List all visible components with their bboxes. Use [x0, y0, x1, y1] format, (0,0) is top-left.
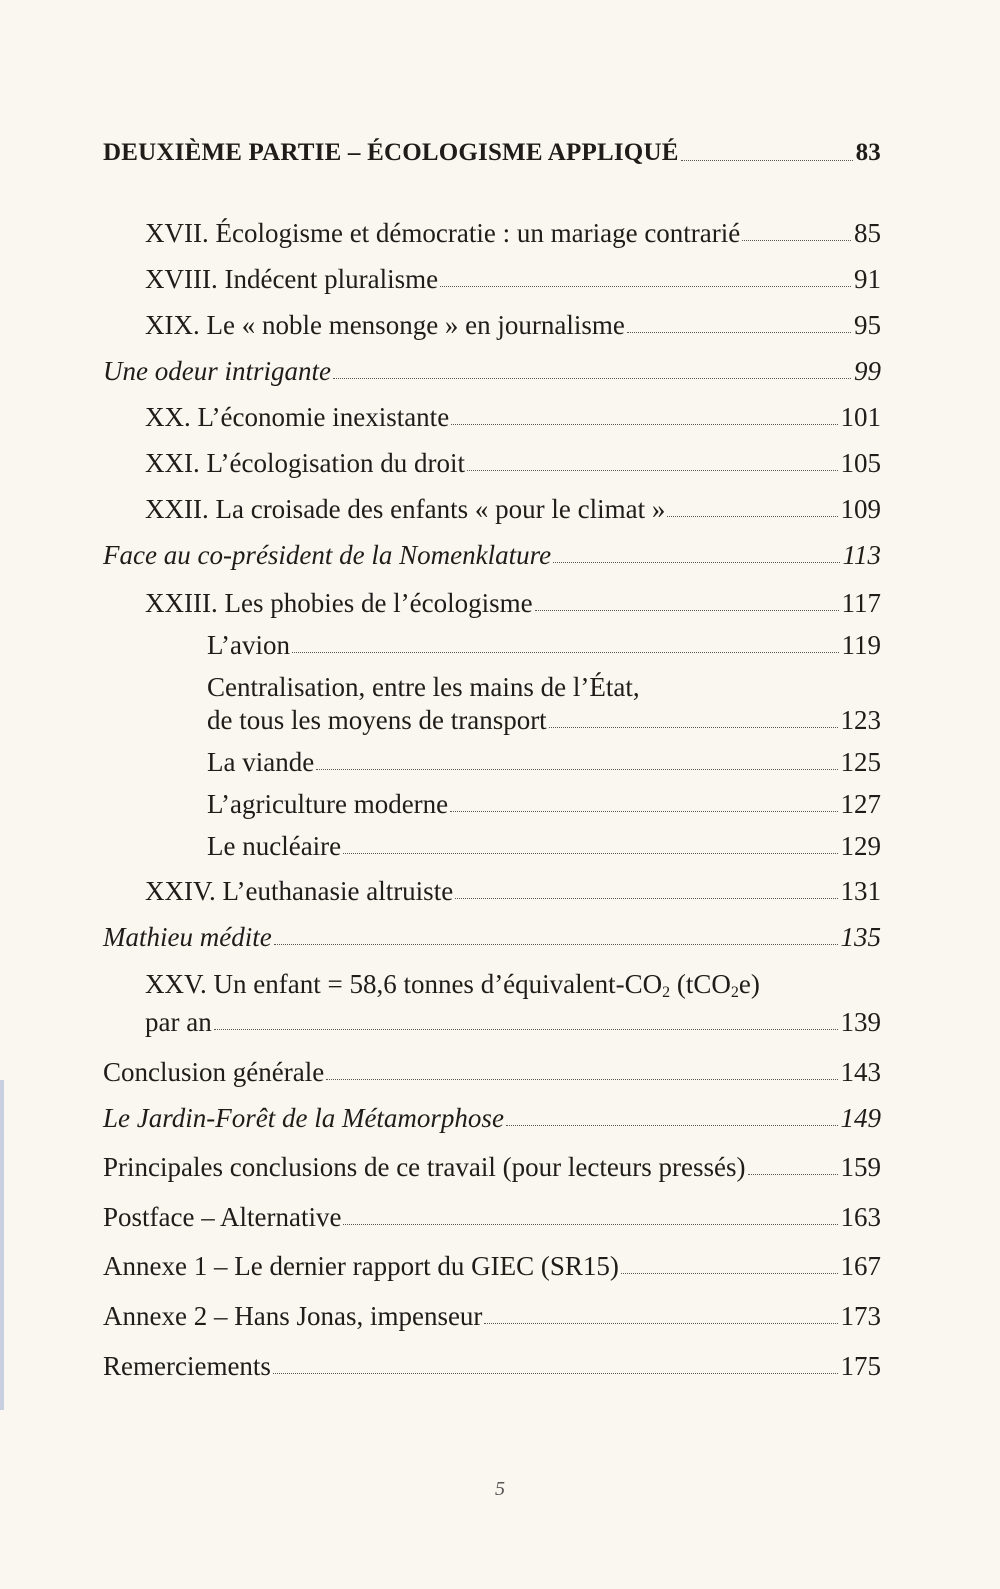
toc-entry-annexe-1[interactable]: [103, 1251, 881, 1281]
toc-subentry-avion[interactable]: [207, 630, 881, 660]
toc-entry-title: Annexe 1 – Le dernier rapport du GIEC (SR15): [103, 1251, 619, 1281]
toc-entry-chapter-22[interactable]: [145, 494, 881, 524]
toc-entry-chapter-20[interactable]: [145, 402, 881, 432]
toc-entry-title: Mathieu médite: [103, 922, 272, 952]
toc-entry-title: de tous les moyens de transport: [207, 705, 547, 735]
toc-entry-title: La viande: [207, 747, 315, 777]
toc-page-number: 167: [840, 1251, 881, 1281]
toc-page-number: 113: [842, 540, 881, 570]
toc-page-number: 109: [840, 494, 881, 524]
toc-entry-chapter-23[interactable]: [145, 588, 881, 618]
toc-leader-dots: [748, 1172, 838, 1175]
toc-page-number: 131: [840, 876, 881, 906]
toc-entry-interlude-3[interactable]: [103, 922, 881, 952]
toc-leader-dots: [455, 896, 837, 899]
toc-entry-title: Une odeur intrigante: [103, 356, 331, 386]
toc-leader-dots: [681, 158, 853, 161]
toc-page-number: 99: [854, 356, 881, 386]
toc-page-number: 143: [840, 1057, 881, 1087]
toc-leader-dots: [292, 650, 839, 653]
toc-entry-title: XXIII. Les phobies de l’écologisme: [145, 588, 533, 618]
toc-subentry-centralisation-line1: Centralisation, entre les mains de l’État,: [207, 672, 640, 702]
toc-entry-interlude-1[interactable]: [103, 356, 881, 386]
toc-page-number: 127: [840, 789, 881, 819]
toc-subentry-agriculture[interactable]: [207, 789, 881, 819]
toc-leader-dots: [343, 851, 837, 854]
toc-leader-dots: [506, 1123, 838, 1126]
toc-entry-title: L’agriculture moderne: [207, 789, 449, 819]
toc-page-number: 119: [841, 630, 881, 660]
toc-leader-dots: [343, 1222, 837, 1225]
toc-leader-dots: [621, 1271, 838, 1274]
toc-entry-title-part: XXV. Un enfant = 58,6 tonnes d’équivalent-CO: [145, 969, 663, 999]
toc-entry-title: Principales conclusions de ce travail (pour lecteurs pressés): [103, 1152, 746, 1182]
toc-page-number: 85: [854, 218, 881, 248]
toc-entry-chapter-19[interactable]: [145, 310, 881, 340]
toc-leader-dots: [451, 422, 837, 425]
toc-entry-chapter-25-line1: [145, 969, 760, 1008]
toc-entry-chapter-24[interactable]: [145, 876, 881, 906]
toc-entry-interlude-2[interactable]: [103, 540, 881, 570]
toc-entry-title: XVII. Écologisme et démocratie : un mariage contrarié: [145, 218, 741, 248]
toc-page-number: 149: [840, 1103, 881, 1133]
toc-page-number: 163: [840, 1202, 881, 1232]
toc-entry-title: Le nucléaire: [207, 831, 342, 861]
toc-leader-dots: [553, 560, 839, 563]
toc-entry-title: Conclusion générale: [103, 1057, 325, 1087]
toc-entry-title: XIX. Le « noble mensonge » en journalisme: [145, 310, 625, 340]
subscript: 2: [662, 984, 671, 1001]
toc-leader-dots: [667, 514, 837, 517]
toc-leader-dots: [326, 1077, 837, 1080]
toc-page-number: 175: [840, 1351, 881, 1381]
toc-entry-annexe-2[interactable]: [103, 1301, 881, 1331]
toc-leader-dots: [742, 238, 851, 241]
toc-leader-dots: [484, 1321, 837, 1324]
toc-page-number: 117: [841, 588, 881, 618]
toc-page-number: 173: [840, 1301, 881, 1331]
toc-entry-chapter-21[interactable]: [145, 448, 881, 478]
toc-entry-title: Annexe 2 – Hans Jonas, impenseur: [103, 1301, 483, 1331]
toc-page-number: 159: [840, 1152, 881, 1182]
toc-page-number: 95: [854, 310, 881, 340]
toc-page-number: 83: [855, 139, 881, 166]
toc-entry-title: XXIV. L’euthanasie altruiste: [145, 876, 454, 906]
toc-page-number: 101: [840, 402, 881, 432]
toc-entry-title: Remerciements: [103, 1351, 271, 1381]
toc-entry-title-part: (tCO: [670, 969, 731, 999]
toc-entry-title: Postface – Alternative: [103, 1202, 342, 1232]
toc-leader-dots: [627, 330, 851, 333]
toc-entry-title: par an: [145, 1007, 212, 1037]
toc-leader-dots: [535, 608, 839, 611]
toc-leader-dots: [274, 942, 838, 945]
toc-part-heading[interactable]: [103, 138, 881, 168]
toc-entry-conclusion[interactable]: [103, 1057, 881, 1087]
toc-entry-interlude-4[interactable]: [103, 1103, 881, 1133]
toc-leader-dots: [214, 1027, 838, 1030]
toc-leader-dots: [467, 468, 838, 471]
toc-leader-dots: [440, 284, 851, 287]
toc-entry-title: XX. L’économie inexistante: [145, 402, 450, 432]
toc-page-number: 125: [840, 747, 881, 777]
toc-part-title: DEUXIÈME PARTIE – ÉCOLOGISME APPLIQUÉ: [103, 139, 679, 166]
toc-subentry-viande[interactable]: [207, 747, 881, 777]
page-number: 5: [495, 1478, 505, 1500]
toc-subentry-nucleaire[interactable]: [207, 831, 881, 861]
toc-leader-dots: [450, 809, 837, 812]
toc-entry-title-part: e): [738, 969, 760, 999]
toc-entry-title: XXI. L’écologisation du droit: [145, 448, 465, 478]
toc-entry-title: XXII. La croisade des enfants « pour le climat »: [145, 494, 666, 524]
toc-entry-title: Face au co-président de la Nomenklature: [103, 540, 552, 570]
toc-entry-chapter-25[interactable]: [145, 1007, 881, 1037]
toc-leader-dots: [549, 725, 838, 728]
toc-entry-chapter-18[interactable]: [145, 264, 881, 294]
toc-entry-chapter-17[interactable]: [145, 218, 881, 248]
toc-entry-title: L’avion: [207, 630, 290, 660]
toc-entry-postface[interactable]: [103, 1202, 881, 1232]
toc-entry-remerciements[interactable]: [103, 1351, 881, 1381]
toc-entry-title: Le Jardin-Forêt de la Métamorphose: [103, 1103, 504, 1133]
toc-entry-principales-conclusions[interactable]: [103, 1152, 881, 1182]
toc-entry-title: XVIII. Indécent pluralisme: [145, 264, 439, 294]
toc-leader-dots: [333, 376, 851, 379]
toc-page-number: 135: [840, 922, 881, 952]
toc-page-number: 105: [840, 448, 881, 478]
toc-leader-dots: [316, 767, 837, 770]
toc-leader-dots: [273, 1371, 838, 1374]
subscript: 2: [730, 984, 739, 1001]
toc-page-number: 139: [840, 1007, 881, 1037]
toc-subentry-centralisation[interactable]: [207, 705, 881, 735]
toc-page-number: 91: [854, 264, 881, 294]
toc-page-number: 123: [840, 705, 881, 735]
toc-page-number: 129: [840, 831, 881, 861]
